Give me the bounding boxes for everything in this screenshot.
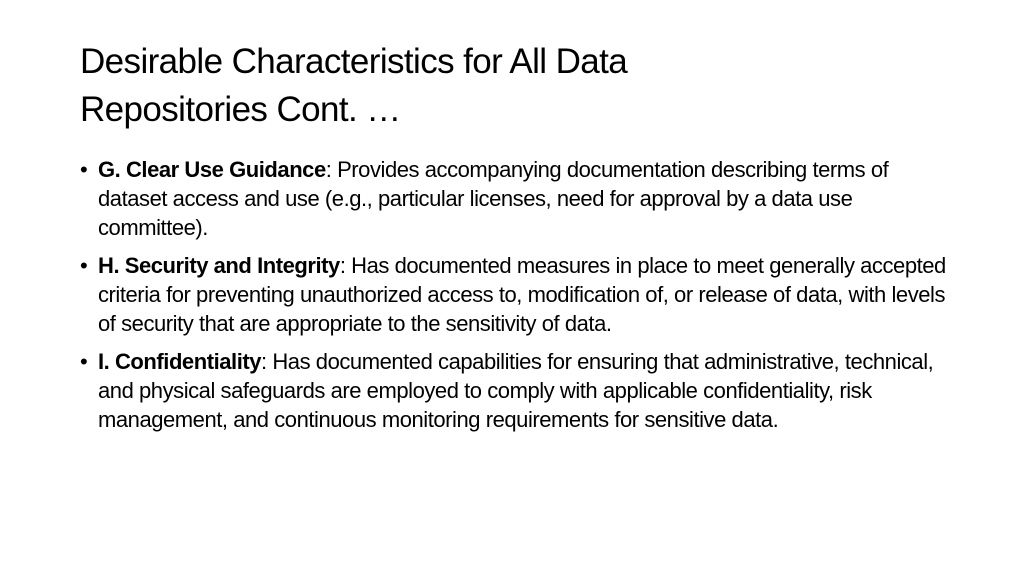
bullet-separator: : — [339, 253, 346, 278]
bullet-text: Provides accompanying documentation describing terms of dataset access and use (e.g., particular licenses, need for approval by a data use committee). — [98, 157, 889, 240]
slide-title-line-2: Repositories Cont. … — [80, 90, 401, 129]
slide-title-line-1: Desirable Characteristics for All Data — [80, 42, 628, 81]
bullet-separator: : — [325, 157, 332, 182]
bullet-term: H. Security and Integrity — [98, 253, 340, 278]
bullet-text: Has documented measures in place to meet generally accepted criteria for preventing unauthorized access to, modification of, or release of data, with levels of security that are appropriate to the sensitivity of data. — [98, 253, 946, 336]
bullet-dot-icon: • — [80, 349, 88, 374]
bullet-dot-icon: • — [80, 253, 88, 278]
bullet-text: Has documented capabilities for ensuring that administrative, technical, and physical safeguards are employed to comply with applicable confidentiality, risk management, and continuous monitoring requirements for sensitive data. — [98, 349, 934, 432]
bullet-dot-icon: • — [80, 157, 88, 182]
bullet-separator: : — [261, 349, 267, 374]
bullet-list — [80, 155, 955, 443]
bullet-term: I. Confidentiality — [98, 349, 262, 374]
bullet-item-confidentiality — [80, 347, 955, 434]
slide-title — [80, 38, 960, 134]
bullet-item-clear-use-guidance — [80, 155, 955, 242]
bullet-item-security-and-integrity — [80, 251, 955, 338]
bullet-term: G. Clear Use Guidance — [98, 157, 326, 182]
